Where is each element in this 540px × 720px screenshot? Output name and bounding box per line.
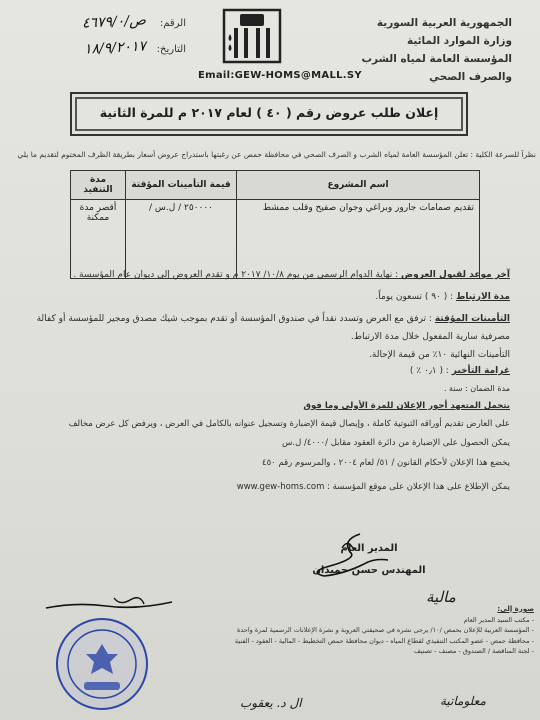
official-stamp <box>56 618 148 710</box>
list-item: - محافظة حمص - عضو المكتب التنفيذي لقطاع المياه - ديوان محافظة حمص التخطيط - المالية - العقود - الفنية <box>234 636 534 645</box>
date-label: التاريخ: <box>156 44 186 55</box>
penalty-label: غرامة التأخير <box>451 366 510 376</box>
final-insurance-line: التأمينات النهائية ١٠٪ من قيمة الإحالة. <box>369 350 510 360</box>
warranty-line: مدة الضمان : سنة . <box>443 384 510 393</box>
intro-paragraph: نظراً للسرعة الكلية : تعلن المؤسسة العامة لمياه الشرب و الصرف الصحي في محافظة حمص عن رغبتها باستدراج عروض أسعار بطريقة الظرف المختوم لتقديم ما يلي <box>17 150 536 159</box>
marginal-note-it: معلوماتية <box>440 694 486 708</box>
handwritten-signature <box>300 528 390 584</box>
insurance-line-2: مصرفية سارية المفعول خلال مدة الارتباط. <box>350 332 510 342</box>
law-line: يخضع هذا الإعلان لأحكام القانون / ٥١/ لعام ٢٠٠٤ ، والمرسوم رقم ٤٥٠ <box>262 458 510 468</box>
copies-heading: صورة إلى: <box>497 605 534 613</box>
insurance-label: التأمينات المؤقتة <box>434 314 510 324</box>
col-project-name: اسم المشروع <box>237 171 480 200</box>
marginal-note-finance: مالية <box>426 588 456 606</box>
date-value: ١٨/٩/٢٠١٧ <box>83 38 147 58</box>
copies-to-list <box>234 604 534 657</box>
cell-duration: أقصر مدة ممكنة <box>71 200 126 279</box>
signatory-title: المدير العام <box>340 543 398 554</box>
terms-section <box>30 270 510 492</box>
table-row <box>71 200 480 279</box>
insurance-line <box>30 314 510 324</box>
validity-line <box>30 292 510 302</box>
organization-logo-icon <box>222 8 282 64</box>
signatory-name: المهندس حسن حميدان <box>312 565 426 576</box>
marginal-note-name: ال د. يعقوب <box>240 696 302 710</box>
deadline-text: : نهاية الدوام الرسمي من يوم ١٠/٨/ ٢٠١٧ م و تقدم العروض إلى ديوان عام المؤسسة . <box>73 270 399 280</box>
ref-label: الرقم: <box>159 18 186 29</box>
validity-label: مدة الارتباط <box>456 292 510 302</box>
penalty-line <box>30 366 510 376</box>
ref-value: ص/٤٦٧٩/٠ <box>81 12 147 32</box>
table-header-row <box>71 171 480 200</box>
announcement-title: إعلان طلب عروض رقم ( ٤٠ ) لعام ٢٠١٧ م للمرة الثانية <box>99 105 439 120</box>
col-duration: مدة التنفيذ <box>71 171 126 200</box>
deadline-label: آخر موعد لقبول العروض <box>401 270 510 280</box>
validity-text: : ( ٩٠ ) تسعون يوماً. <box>375 292 454 302</box>
title-frame <box>70 92 468 136</box>
letterhead-line-1: الجمهورية العربية السورية <box>376 17 512 29</box>
insurance-text: : ترفق مع العرض وتسدد نقداً في صندوق المؤسسة أو تقدم بموجب شيك مصدق ومجير للمؤسسة أو كفالة <box>36 314 432 324</box>
cell-insurance: ٢٥٠٠٠٠ / ل.س / <box>126 200 237 279</box>
dossier-line: يمكن الحصول على الإضبارة من دائرة العقود مقابل /٤٠٠٠/ ل.س <box>282 438 510 448</box>
project-table <box>70 170 480 279</box>
email-address: Email:GEW-HOMS@MALL.SY <box>198 70 362 81</box>
fees-line: يتحمل المتعهد أجور الإعلان للمرة الأولى وما فوق <box>303 401 510 411</box>
docs-line: على العارض تقديم أوراقه الثبوتية كاملة ، وإيصال قيمة الإضبارة وتسجيل عنوانه بالكامل في العرض ، ويرفض كل عرض مخالف <box>68 419 510 429</box>
initials-scribble <box>44 594 174 616</box>
cell-project-name: تقديم صمامات جارور وبراغي وجوان صفيح وقلب ممشط <box>237 200 480 279</box>
reference-block <box>20 14 190 66</box>
letterhead-line-3: المؤسسة العامة لمياه الشرب والصرف الصحي <box>361 53 512 83</box>
letterhead-line-2: وزارة الموارد المائية <box>406 35 512 47</box>
stamp-eagle-icon <box>58 620 146 708</box>
website-line: يمكن الإطلاع على هذا الإعلان على موقع المؤسسة : www.gew-homs.com <box>236 482 510 492</box>
list-item: - المؤسسة العربية للإعلان بحمص /١٠/ يرجى نشره في صحيفتي العروبة و نشرة الإعلانات الرسمية لمرة واحدة <box>237 626 534 634</box>
list-item: - مكتب السيد المدير العام <box>463 615 534 624</box>
list-item: - لجنة المناقصة / الصندوق - مصنف - تصنيف <box>414 647 534 655</box>
penalty-text: : ( ٠٫١ ٪ ) <box>409 366 449 376</box>
deadline-line <box>30 270 510 280</box>
col-insurance: قيمة التأمينات المؤقتة <box>126 171 237 200</box>
